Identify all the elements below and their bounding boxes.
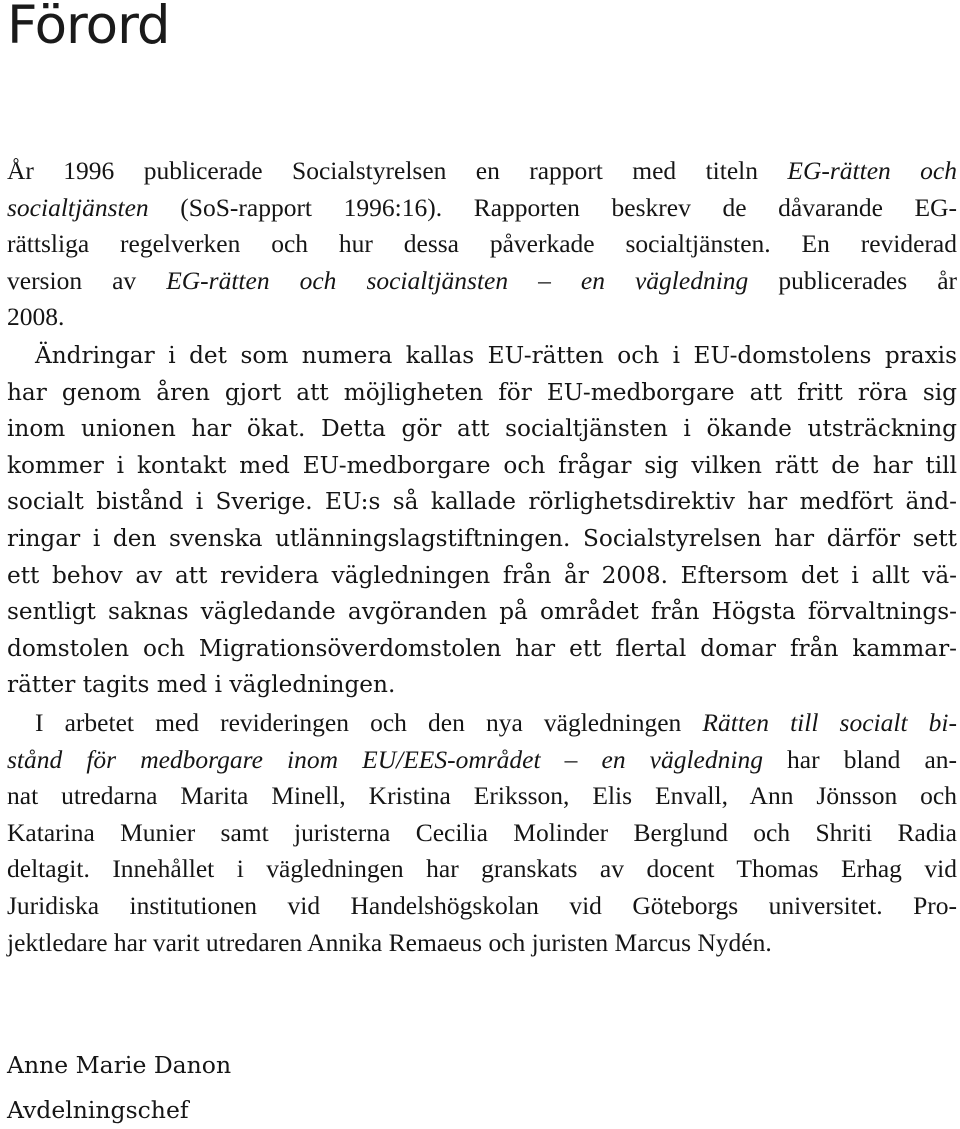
paragraph-3: [7, 705, 957, 961]
text-line: stånd för medborgare inom EU/EES-området – en vägledning har bland an-: [7, 744, 957, 774]
text-line: 2008.: [7, 302, 65, 332]
paragraph-2: [7, 338, 957, 704]
text-line: rättsliga regelverken och hur dessa påverkade socialtjänsten. En reviderad: [7, 229, 957, 259]
italic-title: Rätten till socialt bi-: [702, 708, 957, 737]
text-line: socialtjänsten (SoS-rapport 1996:16). Rapporten beskrev de dåvarande EG-: [7, 192, 957, 222]
italic-title: stånd för medborgare inom EU/EES-området – en vägledning: [7, 744, 763, 774]
text-line: ringar i den svenska utlänningslagstiftningen. Socialstyrelsen har därför sett: [7, 524, 957, 552]
italic-title: EG-rätten och socialtjänsten – en vägledning: [166, 265, 749, 295]
text-line: inom unionen har ökat. Detta gör att socialtjänsten i ökande utsträckning: [7, 415, 957, 443]
text-line: Katarina Munier samt juristerna Cecilia Molinder Berglund och Shriti Radia: [7, 817, 957, 847]
text-line: socialt bistånd i Sverige. EU:s så kallade rörlighetsdirektiv har medfört änd-: [7, 488, 957, 516]
text-line: ett behov av att revidera vägledningen från år 2008. Eftersom det i allt vä-: [7, 561, 957, 589]
signature-role: Avdelningschef: [7, 1096, 189, 1124]
text-line: version av EG-rätten och socialtjänsten – en vägledning publicerades år: [7, 265, 958, 295]
text-line: domstolen och Migrationsöverdomstolen har ett flertal domar från kammar-: [7, 634, 957, 662]
text-line: Ändringar i det som numera kallas EU-rätten och i EU-domstolens praxis: [35, 342, 957, 369]
text-line: rätter tagits med i vägledningen.: [7, 671, 396, 699]
text-line: I arbetet med revideringen och den nya vägledningen Rätten till socialt bi-: [35, 708, 957, 737]
paragraph-1: [7, 153, 957, 336]
text-line: nat utredarna Marita Minell, Kristina Eriksson, Elis Envall, Ann Jönsson och: [7, 781, 957, 811]
text-line: har genom åren gjort att möjligheten för EU-medborgare att fritt röra sig: [7, 378, 957, 406]
text-line: jektledare har varit utredaren Annika Remaeus och juristen Marcus Nydén.: [7, 927, 772, 957]
text-line: sentligt saknas vägledande avgöranden på området från Högsta förvaltnings-: [7, 598, 957, 626]
italic-title: EG-rätten och: [787, 156, 957, 185]
text-line: År 1996 publicerade Socialstyrelsen en rapport med titeln EG-rätten och: [7, 156, 957, 185]
page-title: Förord: [7, 0, 170, 56]
text-line: Juridiska institutionen vid Handelshögskolan vid Göteborgs universitet. Pro-: [7, 890, 957, 920]
italic-title: socialtjänsten: [7, 192, 149, 222]
signature-name: Anne Marie Danon: [7, 1051, 232, 1079]
text-line: kommer i kontakt med EU-medborgare och frågar sig vilken rätt de har till: [7, 451, 957, 479]
text-line: deltagit. Innehållet i vägledningen har granskats av docent Thomas Erhag vid: [7, 854, 957, 884]
